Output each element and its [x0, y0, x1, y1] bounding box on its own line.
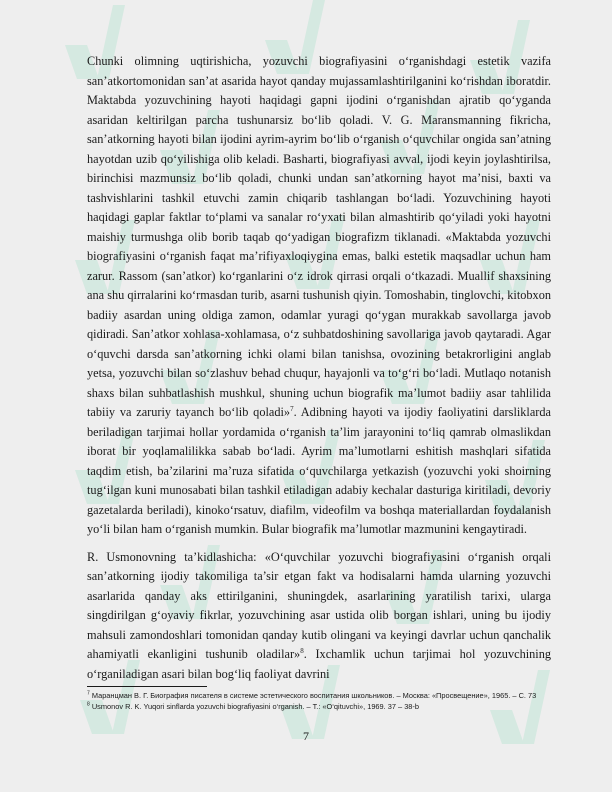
- footnote-number: 7: [87, 690, 90, 697]
- footnote-text: Маранцман В. Г. Биография писателя в системе эстетического воспитания школьников. – Москва: «Просвещение», 1965. – С. 73: [91, 691, 537, 700]
- body-text: [87, 52, 551, 692]
- footnote-text: Usmonov R. K. Yuqori sinflarda yozuvchi biografiyasini o‘rganish. – T.: «O‘qituvchi», 1969. 37 – 38-b: [91, 701, 419, 711]
- paragraph-text: . Adibning hayoti va ijodiy faoliyatini darsliklarda beriladigan tarjimai hollar yordamida o‘rganish ta’lim jarayonini to‘liq qamrab olmaslikdan iborat bir yoqlamalilikka sabab bo‘ladi. Ayrim ma’lumotlarni eshitish mashqlari sifatida taqdim etish, ba’zilarini ma’ruza sifatida o‘quvchilarga yetkazish (yozuvchi yoki shoirning tug‘ilgan kuni munosabati bilan tashkil etiladigan adabiy kechalar dasturiga kiritiladi, devoriy gazetalarda beriladi), kinoko‘rsatuv, diafilm, videofilm va boshqa materiallardan foydalanish yo‘li bilan ham o‘rganish mumkin. Bular biografik ma’lumotlar mazmunini kengaytiradi.: [87, 405, 551, 536]
- footnote-divider: [87, 686, 207, 687]
- paragraph-text: R. Usmonovning ta’kidlashicha: «O‘quvchilar yozuvchi biografiyasini o‘rganish orqali san’atkorning ijodiy takomiliga ta’sir etgan fakt va hodisalarni hamda ularning yozuvchi asarlarida qanday aks ettirilganini, shuningdek, asarlarining yaratilish tarixi, ularga singdirilgan g‘oyaviy fikrlar, yozuvchining asar ustida olib borgan ishlari, uning bu ijodiy mahsuli zamondoshlari tomonidan qanday kutib olingani va keyingi davrlar uchun qanchalik ahamiyatli ekanligini tushunib oladilar»: [87, 549, 551, 661]
- paragraph: [87, 52, 551, 540]
- footnote-reference[interactable]: 8: [300, 646, 304, 655]
- page-number: 7: [303, 729, 309, 743]
- paragraph-text: Chunki olimning uqtirishicha, yozuvchi biografiyasini o‘rganishdagi estetik vazifa san’atkortomonidan san’at asarida hayot qanday mujassamlashtirilganini ko‘rishdan iboratdir. Maktabda yozuvchining hayoti haqidagi gapni ijodini o‘rganishdan ajratib qo‘yganda asaridan keltirilgan parcha tushunarsiz bo‘lib qoladi. V. G. Maransmanning fikricha, san’atkorning hayoti bilan ijodini ayrim-ayrim bo‘lib o‘rganish o‘quvchilar ongida san’atning hayotdan uzib qo‘yilishiga olib keladi. Basharti, biografiyasi avval, ijodi keyin joylashtirilsa, birinchisi mazmunsiz bo‘lib qoladi, chunki undan san’atkorning hayot ma’nisi, baxti va tashvishlarini tashkil etuvchi zamin chiqarib tashlangan bo‘ladi. Yozuvchining hayoti haqidagi gaplar faktlar to‘plami va sanalar ro‘yxati bilan almashtirib qo‘yiladi yoki hayotni maishiy turmushga olib borib taqab qo‘yadigan biografizm tiklanadi. «Maktabda yozuvchi biografiyasini o‘rganish faqat ma’rifiyaxloqiygina emas, balki estetik maqsadlar uchun ham zarur. Rassom (san’atkor) ko‘rganlarini o‘z idrok qirrasi orqali o‘tkazadi. Muallif shaxsining ana shu qirralarini ko‘rmasdan turib, asarni tushunish qiyin. Tomoshabin, tinglovchi, kitobxon badiiy asardan uning oldiga zamon, odamlar yuragi qo‘ygan murakkab savollarga javob qidiradi. San’atkor xohlasa-xohlamasa, o‘z suhbatdoshining savollariga javob qaytaradi. Agar o‘quvchi darsda san’atkorning ichki olami bilan tanishsa, ovozining betakrorligini anglab yetsa, yozuvchi bilan so‘zlashuv behad chuqur, hayajonli va to‘g‘ri bo‘ladi. Mutlaqo notanish shaxs bilan suhbatlashish mushkul, shuning uchun biografik ma’lumot badiiy asar tahlilida tabiiy va zaruriy tayanch bo‘lib qoladi»: [87, 54, 551, 419]
- paragraph: [87, 548, 551, 685]
- paragraph-text: . Ixchamlik uchun tarjimai hol yozuvchining o‘rganiladigan asari bilan bog‘liq faoliyat davrini: [87, 647, 551, 681]
- footnotes: [87, 686, 551, 712]
- footnote: [87, 702, 551, 713]
- footnote-number: 8: [87, 701, 90, 708]
- footnote-reference[interactable]: 7: [290, 404, 294, 413]
- footnote: [87, 691, 551, 702]
